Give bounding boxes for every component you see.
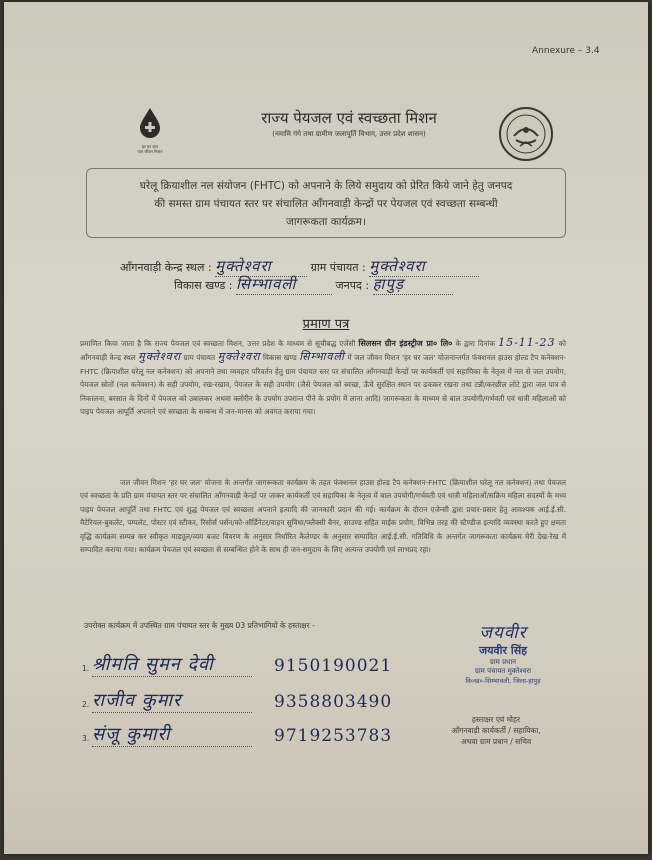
pradhan-post: ग्राम प्रधान — [489, 658, 517, 666]
panchayat-value: मुक्तेश्वरा — [369, 256, 479, 277]
pradhan-block: वि०ख०-सिम्भावली, जिला-हापुड़ — [465, 677, 541, 685]
certificate-paragraph-2: जल जीवन मिशन 'हर घर जल' योजना के अन्तर्गत जागरूकता कार्यक्रम के तहत फंक्शनल हाउस होल्ड टैप कनेक्शन-FHTC (क्रियाशील घरेलू नल कनेक्शन) तथा पेयजल एवं स्वच्छता के प्रति ग्राम पंचायत स्तर पर संचालित आँगनवाड़ी केन्द्रों पर जाकर कार्यकर्ती एवं सहायिका के नेतृत्व में बाल उपयोगी/गर्भवती एवं धात्री महिलाओं/सक्रिय महिला सदस्यों के मध्य पाइप पेयजल आपूर्ति तथा FHTC एवं शुद्ध पेयजल एवं स्वच्छता अपनाने इत्यादि की जानकारी प्रदान की गई। कार्यक्रम के दौरान एजेन्सी द्वारा प्रचार-प्रसार हेतु आवश्यक आई.ई.सी. मैटेरियल-बुकलेट, पम्पलेट, पोस्टर एवं स्टीकर, रिसोर्स पर्सन/को-ऑर्डिनेटर/वाहन सुविधा/फ्लैक्सी बैनर, साउण्ड सहित माईक प्रयोग, विभिन्न तरह की स्टैण्डीज इत्यादि व्यवस्था करते हुए क्षमता वृद्धि कार्यक्रम सम्पन्न कर स्वीकृत माड्यूल/व्यय बजट विवरण के अनुसार निर्धारित कैलेण्डर के अनुसार सम्पादित आई.ई.सी. गतिविधि के अन्तर्गत जागरूकता कार्यक्रम मेरी देख-रेख में सम्पादित कराया गया। कार्यक्रम पेयजल एवं स्वच्छता से सम्बन्धित होने के साथ ही जन-समुदाय के लिए अत्यन्त उपयोगी एवं लाभप्रद रहा। — [80, 478, 566, 555]
certificate-paragraph-1 — [80, 336, 566, 418]
program-panchayat: मुक्तेश्वरा — [217, 350, 261, 364]
participant-signature: राजीव कुमार — [92, 688, 252, 713]
participant-row — [82, 686, 432, 720]
para1-e: विकास खण्ड — [263, 353, 297, 363]
participant-phone: 9719253783 — [274, 726, 393, 746]
program-line-3: जागरूकता कार्यक्रम। — [286, 216, 366, 228]
participant-row — [82, 720, 432, 754]
para1-a: प्रमाणित किया जाता है कि राज्य पेयजल एवं स्वच्छता मिशन, उत्तर प्रदेश के माध्यम से सूचीबद्ध एजेंसी — [80, 339, 356, 348]
mission-subtitle: (नमामि गंगे तथा ग्रामीण जलापूर्ति विभाग, उत्तर प्रदेश शासन) — [272, 130, 426, 138]
panchayat-label: ग्राम पंचायत : — [310, 261, 366, 274]
block-label: विकास खण्ड : — [174, 279, 233, 292]
program-line-2: की समस्त ग्राम पंचायत स्तर पर संचालित आँगनवाड़ी केन्द्रों पर पेयजल एवं स्वच्छता सम्बन्धी — [154, 198, 498, 210]
certificate-page — [4, 2, 648, 854]
participant-number: 2. — [82, 700, 90, 709]
participant-phone: 9358803490 — [274, 692, 393, 712]
pradhan-name: जयवीर सिंह — [479, 644, 527, 657]
signature-footer — [416, 714, 576, 747]
district-value: हापुड़ — [373, 274, 453, 295]
participant-number: 3. — [82, 734, 90, 743]
agency-name: सिलसन ग्रीन इंडस्ट्रीज प्रा० लि० — [358, 339, 453, 348]
state-seal-icon — [498, 106, 554, 162]
footer-line-1: हस्ताक्षर एवं मोहर — [471, 715, 521, 724]
block-district-field — [174, 274, 453, 295]
annexure-label: Annexure – 3.4 — [532, 46, 600, 56]
footer-line-2: आँगनवाड़ी कार्यकर्ती / सहायिका, — [451, 726, 541, 735]
pradhan-signature: जयवीर — [479, 623, 527, 643]
program-date: 15-11-23 — [498, 336, 556, 349]
anganwadi-value: मुक्तेश्वरा — [215, 256, 307, 277]
logo-caption: हर घर जल — [142, 144, 158, 149]
participants-list — [82, 650, 432, 754]
logo-subcaption: जल जीवन मिशन — [137, 149, 163, 154]
program-place: मुक्तेश्वरा — [138, 350, 182, 364]
up-government-emblem — [498, 106, 554, 166]
participant-signature: श्रीमति सुमन देवी — [92, 652, 252, 677]
mission-title: राज्य पेयजल एवं स्वच्छता मिशन — [261, 109, 437, 127]
participant-number: 1. — [82, 664, 90, 673]
participants-intro: उपरोक्त कार्यक्रम में उपस्थित ग्राम पंचायत स्तर के मुख्य 03 प्रतिभागियों के हस्ताक्षर - — [84, 621, 315, 630]
para1-b: के द्वारा दिनांक — [455, 339, 495, 348]
participant-row — [82, 650, 432, 686]
program-description-box — [86, 168, 566, 238]
program-line-1: घरेलू क्रियाशील नल संयोजन (FHTC) को अपनाने के लिये समुदाय को प्रेरित किये जाने हेतु जनपद — [139, 180, 513, 192]
program-block: सिम्भावली — [299, 350, 345, 364]
certificate-heading: प्रमाण पत्र — [302, 317, 350, 332]
para1-c: को आँगनवाड़ी केन्द्र स्थल — [80, 339, 566, 363]
participant-signature: संजू कुमारी — [92, 722, 252, 747]
participant-phone: 9150190021 — [274, 656, 393, 676]
block-value: सिम्भावली — [236, 274, 332, 295]
pradhan-panchayat: ग्राम पंचायत मुक्तेश्वरा — [474, 667, 532, 675]
para1-d: ग्राम पंचायत — [183, 353, 216, 363]
anganwadi-label: आँगनवाड़ी केन्द्र स्थल : — [120, 261, 212, 274]
footer-line-3: अथवा ग्राम प्रधान / सचिव — [460, 737, 532, 746]
para1-f: में जल जीवन मिशन 'हर घर जल' योजनान्तर्गत फंक्शनल हाउस होल्ड टैप कनेक्शन-FHTC (क्रियाशील घरेलू नल कनेक्शन) को अपनाने तथा व्यवहार परिवर्तन हेतु ग्राम पंचायत स्तर पर संचालित आँगनवाड़ी केन्द्रों पर कार्यकर्ती एवं सहायिका के नेतृत्व में नल से जल उपयोग, पेयजल स्रोतों (नल कनेक्शन) के सही उपयोग, रख-रखाव, पेयजल के सही उपयोग (जैसे पेयजल को स्वच्छ, ऊँचे सुरक्षित स्थान पर ढककर रखना तथा टन्नी/करछील लोटे द्वारा जल पात्र से निकालना, बरसात के दिनों में पेयजल को उबालकर अथवा क्लोरीन के उपयोग उपरान्त पीने के प्रयोग में लाना आदि) जागरूकता के माध्यम से बाल उपयोगी/गर्भवती एवं धात्री महिलाओं को पाइप पेयजल आपूर्ति अपनाने एवं स्वच्छता के सम्बन्ध में जन-मानस को अवगत कराया गया। — [80, 353, 566, 417]
district-label: जनपद : — [335, 279, 370, 292]
pradhan-stamp — [438, 620, 568, 685]
